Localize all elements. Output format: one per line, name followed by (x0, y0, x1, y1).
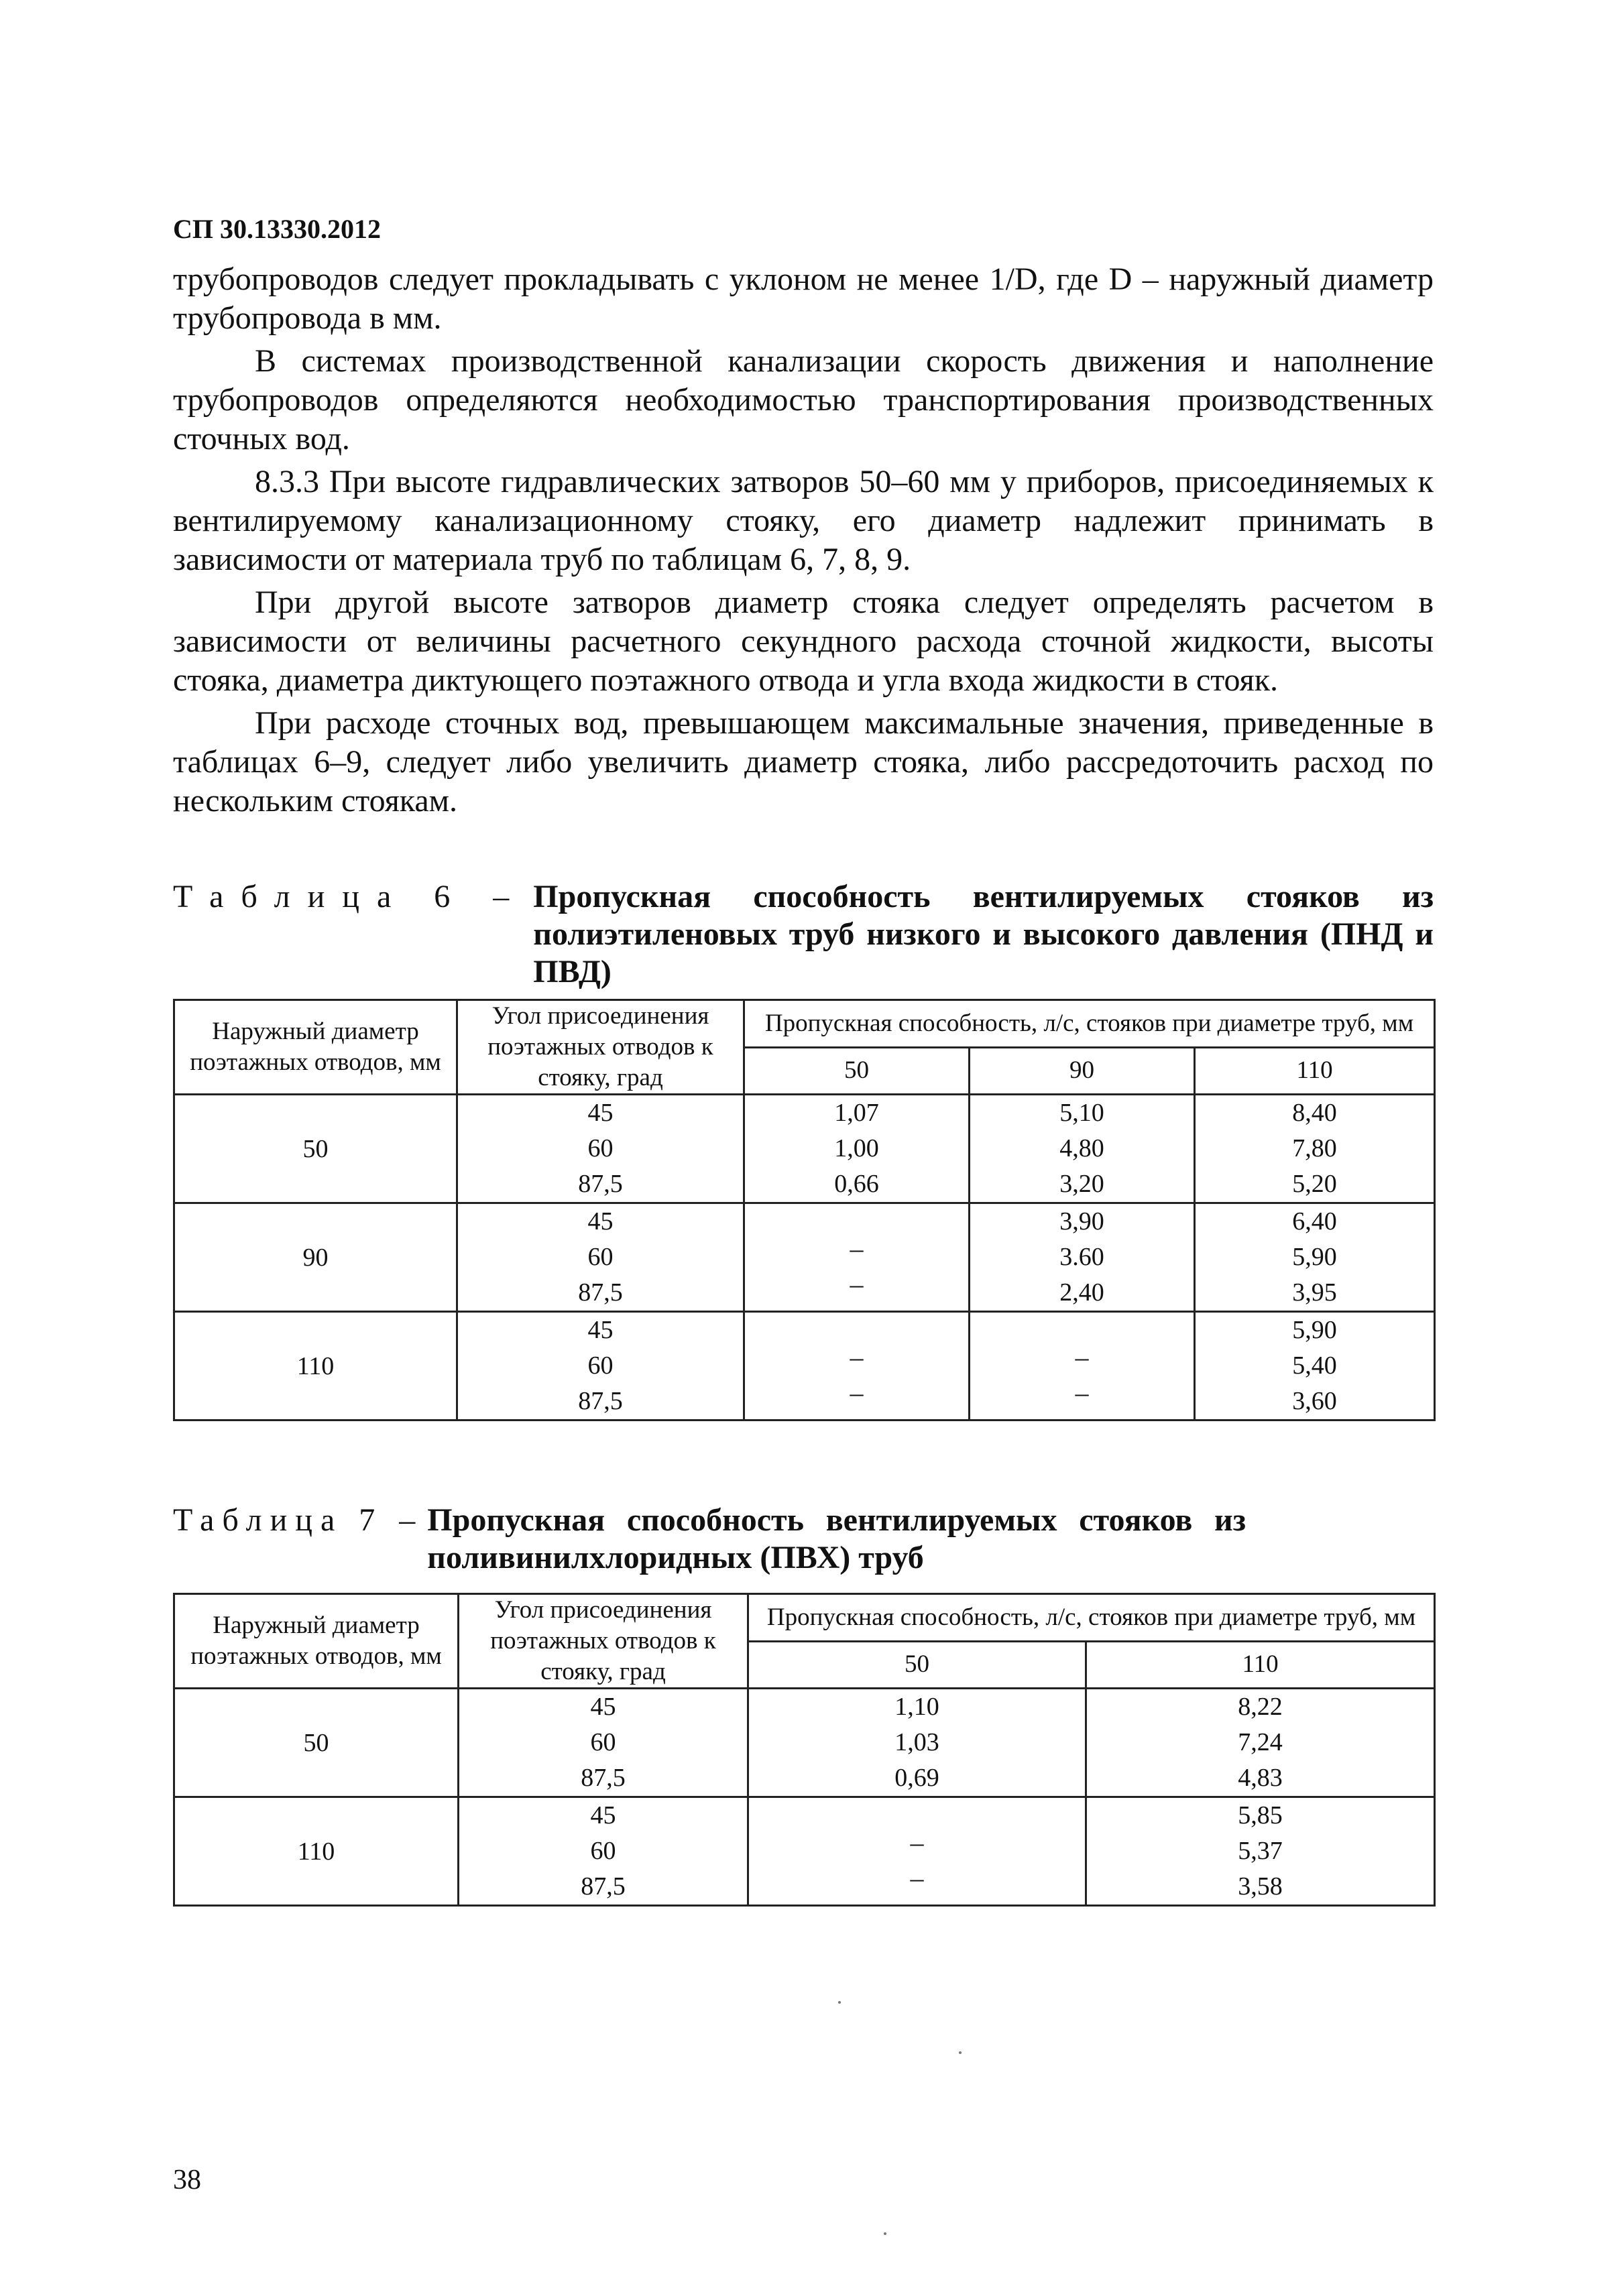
table-cell-angles (457, 1203, 744, 1312)
table-cell-values (1195, 1203, 1435, 1312)
cell-value: 5,40 (1292, 1351, 1337, 1380)
table-6-subheader: 90 (970, 1047, 1195, 1095)
table-cell-angles (459, 1689, 748, 1797)
cell-value: 5,37 (1238, 1837, 1283, 1865)
table-cell-angles (459, 1797, 748, 1906)
table-cell-diameter: 110 (174, 1312, 457, 1421)
cell-value: 4,80 (1059, 1134, 1104, 1162)
table-cell-diameter: 50 (174, 1095, 457, 1203)
cell-value: 60 (587, 1351, 614, 1380)
cell-value: 3.60 (1059, 1243, 1104, 1271)
cell-value: 7,24 (1238, 1728, 1283, 1756)
scan-speck (838, 2001, 841, 2004)
table-7-title: Пропускная способность вентилируемых стояков из поливинилхлоридных (ПВХ) труб (427, 1502, 1246, 1575)
table-cell-diameter: 50 (174, 1689, 459, 1797)
cell-value: 0,69 (894, 1764, 939, 1792)
table-cell-dashes (970, 1312, 1195, 1421)
document-code-header: СП 30.13330.2012 (173, 214, 381, 244)
table-cell-values (970, 1203, 1195, 1312)
table-row (174, 1797, 1435, 1906)
table-6-header-angle: Угол присоединения поэтажных отводов к стояку, град (457, 1000, 744, 1095)
cell-value: 1,07 (834, 1099, 879, 1127)
cell-value: 6,40 (1292, 1207, 1337, 1235)
cell-value: 1,10 (894, 1693, 939, 1721)
cell-value: – (850, 1233, 864, 1264)
table-7-subheader: 110 (1086, 1641, 1435, 1689)
cell-value: – (910, 1827, 924, 1858)
cell-value: – (1075, 1341, 1089, 1372)
cell-value: 1,00 (834, 1134, 879, 1162)
cell-value: – (910, 1862, 924, 1893)
table-cell-values (1195, 1095, 1435, 1203)
table-6-title: Пропускная способность вентилируемых стояков из полиэтиленовых труб низкого и высокого давления (ПНД и ПВД) (533, 879, 1434, 989)
table-row (174, 1312, 1435, 1421)
table-6 (173, 999, 1436, 1421)
paragraph: В системах производственной канализации скорость движения и наполнение трубопроводов определяются необходимостью транспортирования производственных сточных вод. (173, 343, 1434, 457)
cell-value: 45 (587, 1207, 614, 1235)
cell-value: 3,58 (1238, 1872, 1283, 1900)
table-7-header-diameter: Наружный диаметр поэтажных отводов, мм (174, 1594, 459, 1689)
cell-value: 60 (590, 1837, 616, 1865)
cell-value: 3,60 (1292, 1387, 1337, 1415)
cell-value: 60 (587, 1243, 614, 1271)
cell-value: 45 (587, 1316, 614, 1344)
cell-value: 8,40 (1292, 1099, 1337, 1127)
cell-value: 5,10 (1059, 1099, 1104, 1127)
table-6-label: Таблица 6 – (173, 879, 527, 914)
table-cell-diameter: 110 (174, 1797, 459, 1906)
table-6-header-diameter: Наружный диаметр поэтажных отводов, мм (174, 1000, 457, 1095)
cell-value: – (1075, 1377, 1089, 1408)
cell-value: 87,5 (581, 1764, 626, 1792)
paragraph: трубопроводов следует прокладывать с уклоном не менее 1/D, где D – наружный диаметр трубопровода в мм. (173, 261, 1434, 336)
scan-speck (959, 2051, 962, 2054)
table-cell-dashes (748, 1797, 1086, 1906)
cell-value: 3,90 (1059, 1207, 1104, 1235)
cell-value: 7,80 (1292, 1134, 1337, 1162)
table-cell-values (1086, 1797, 1435, 1906)
cell-value: 0,66 (834, 1170, 879, 1198)
table-6-subheader: 110 (1195, 1047, 1435, 1095)
table-row (174, 1203, 1435, 1312)
table-cell-values (970, 1095, 1195, 1203)
cell-value: 87,5 (581, 1872, 626, 1900)
cell-value: 87,5 (578, 1278, 623, 1307)
cell-value: 5,90 (1292, 1243, 1337, 1271)
cell-value: 2,40 (1059, 1278, 1104, 1307)
cell-value: 1,03 (894, 1728, 939, 1756)
table-6-subheader: 50 (744, 1047, 970, 1095)
table-7-label: Таблица 7 – (173, 1502, 424, 1538)
paragraph: При другой высоте затворов диаметр стояка следует определять расчетом в зависимости от величины расчетного секундного расхода сточной жидкости, высоты стояка, диаметра диктующего поэтажного отвода и угла входа жидкости в стояк. (173, 585, 1434, 698)
table-7 (173, 1593, 1436, 1907)
table-6-caption (173, 878, 1434, 991)
cell-value: 60 (590, 1728, 616, 1756)
cell-value: – (850, 1268, 864, 1299)
table-cell-diameter: 90 (174, 1203, 457, 1312)
table-7-header-angle: Угол присоединения поэтажных отводов к стояку, град (459, 1594, 748, 1689)
table-cell-angles (457, 1312, 744, 1421)
cell-value: 5,85 (1238, 1801, 1283, 1829)
cell-value: 5,90 (1292, 1316, 1337, 1344)
cell-value: – (850, 1341, 864, 1372)
table-row (174, 1689, 1435, 1797)
table-row (174, 1095, 1435, 1203)
paragraph: При расходе сточных вод, превышающем максимальные значения, приведенные в таблицах 6–9, следует либо увеличить диаметр стояка, либо рассредоточить расход по нескольким стоякам. (173, 705, 1434, 819)
table-7-subheader: 50 (748, 1641, 1086, 1689)
page-number: 38 (173, 2165, 201, 2195)
cell-value: 3,95 (1292, 1278, 1337, 1307)
cell-value: 4,83 (1238, 1764, 1283, 1792)
table-7-caption (173, 1502, 1246, 1577)
table-cell-values (1086, 1689, 1435, 1797)
table-7-header-capacity: Пропускная способность, л/с, стояков при диаметре труб, мм (748, 1594, 1435, 1642)
cell-value: – (850, 1377, 864, 1408)
body-text (173, 260, 1434, 825)
cell-value: 5,20 (1292, 1170, 1337, 1198)
table-cell-dashes (744, 1312, 970, 1421)
scan-speck (884, 2232, 886, 2235)
table-6-header-capacity: Пропускная способность, л/с, стояков при диаметре труб, мм (744, 1000, 1435, 1048)
cell-value: 45 (587, 1099, 614, 1127)
cell-value: 45 (590, 1693, 616, 1721)
paragraph-8-3-3: 8.3.3 При высоте гидравлических затворов 50–60 мм у приборов, присоединяемых к вентилируемому канализационному стояку, его диаметр надлежит принимать в зависимости от материала труб по таблицам 6, 7, 8, 9. (173, 464, 1434, 577)
table-cell-values (1195, 1312, 1435, 1421)
cell-value: 3,20 (1059, 1170, 1104, 1198)
table-cell-values (744, 1095, 970, 1203)
cell-value: 45 (590, 1801, 616, 1829)
cell-value: 87,5 (578, 1170, 623, 1198)
cell-value: 8,22 (1238, 1693, 1283, 1721)
table-cell-dashes (744, 1203, 970, 1312)
table-cell-values (748, 1689, 1086, 1797)
cell-value: 87,5 (578, 1387, 623, 1415)
cell-value: 60 (587, 1134, 614, 1162)
table-cell-angles (457, 1095, 744, 1203)
